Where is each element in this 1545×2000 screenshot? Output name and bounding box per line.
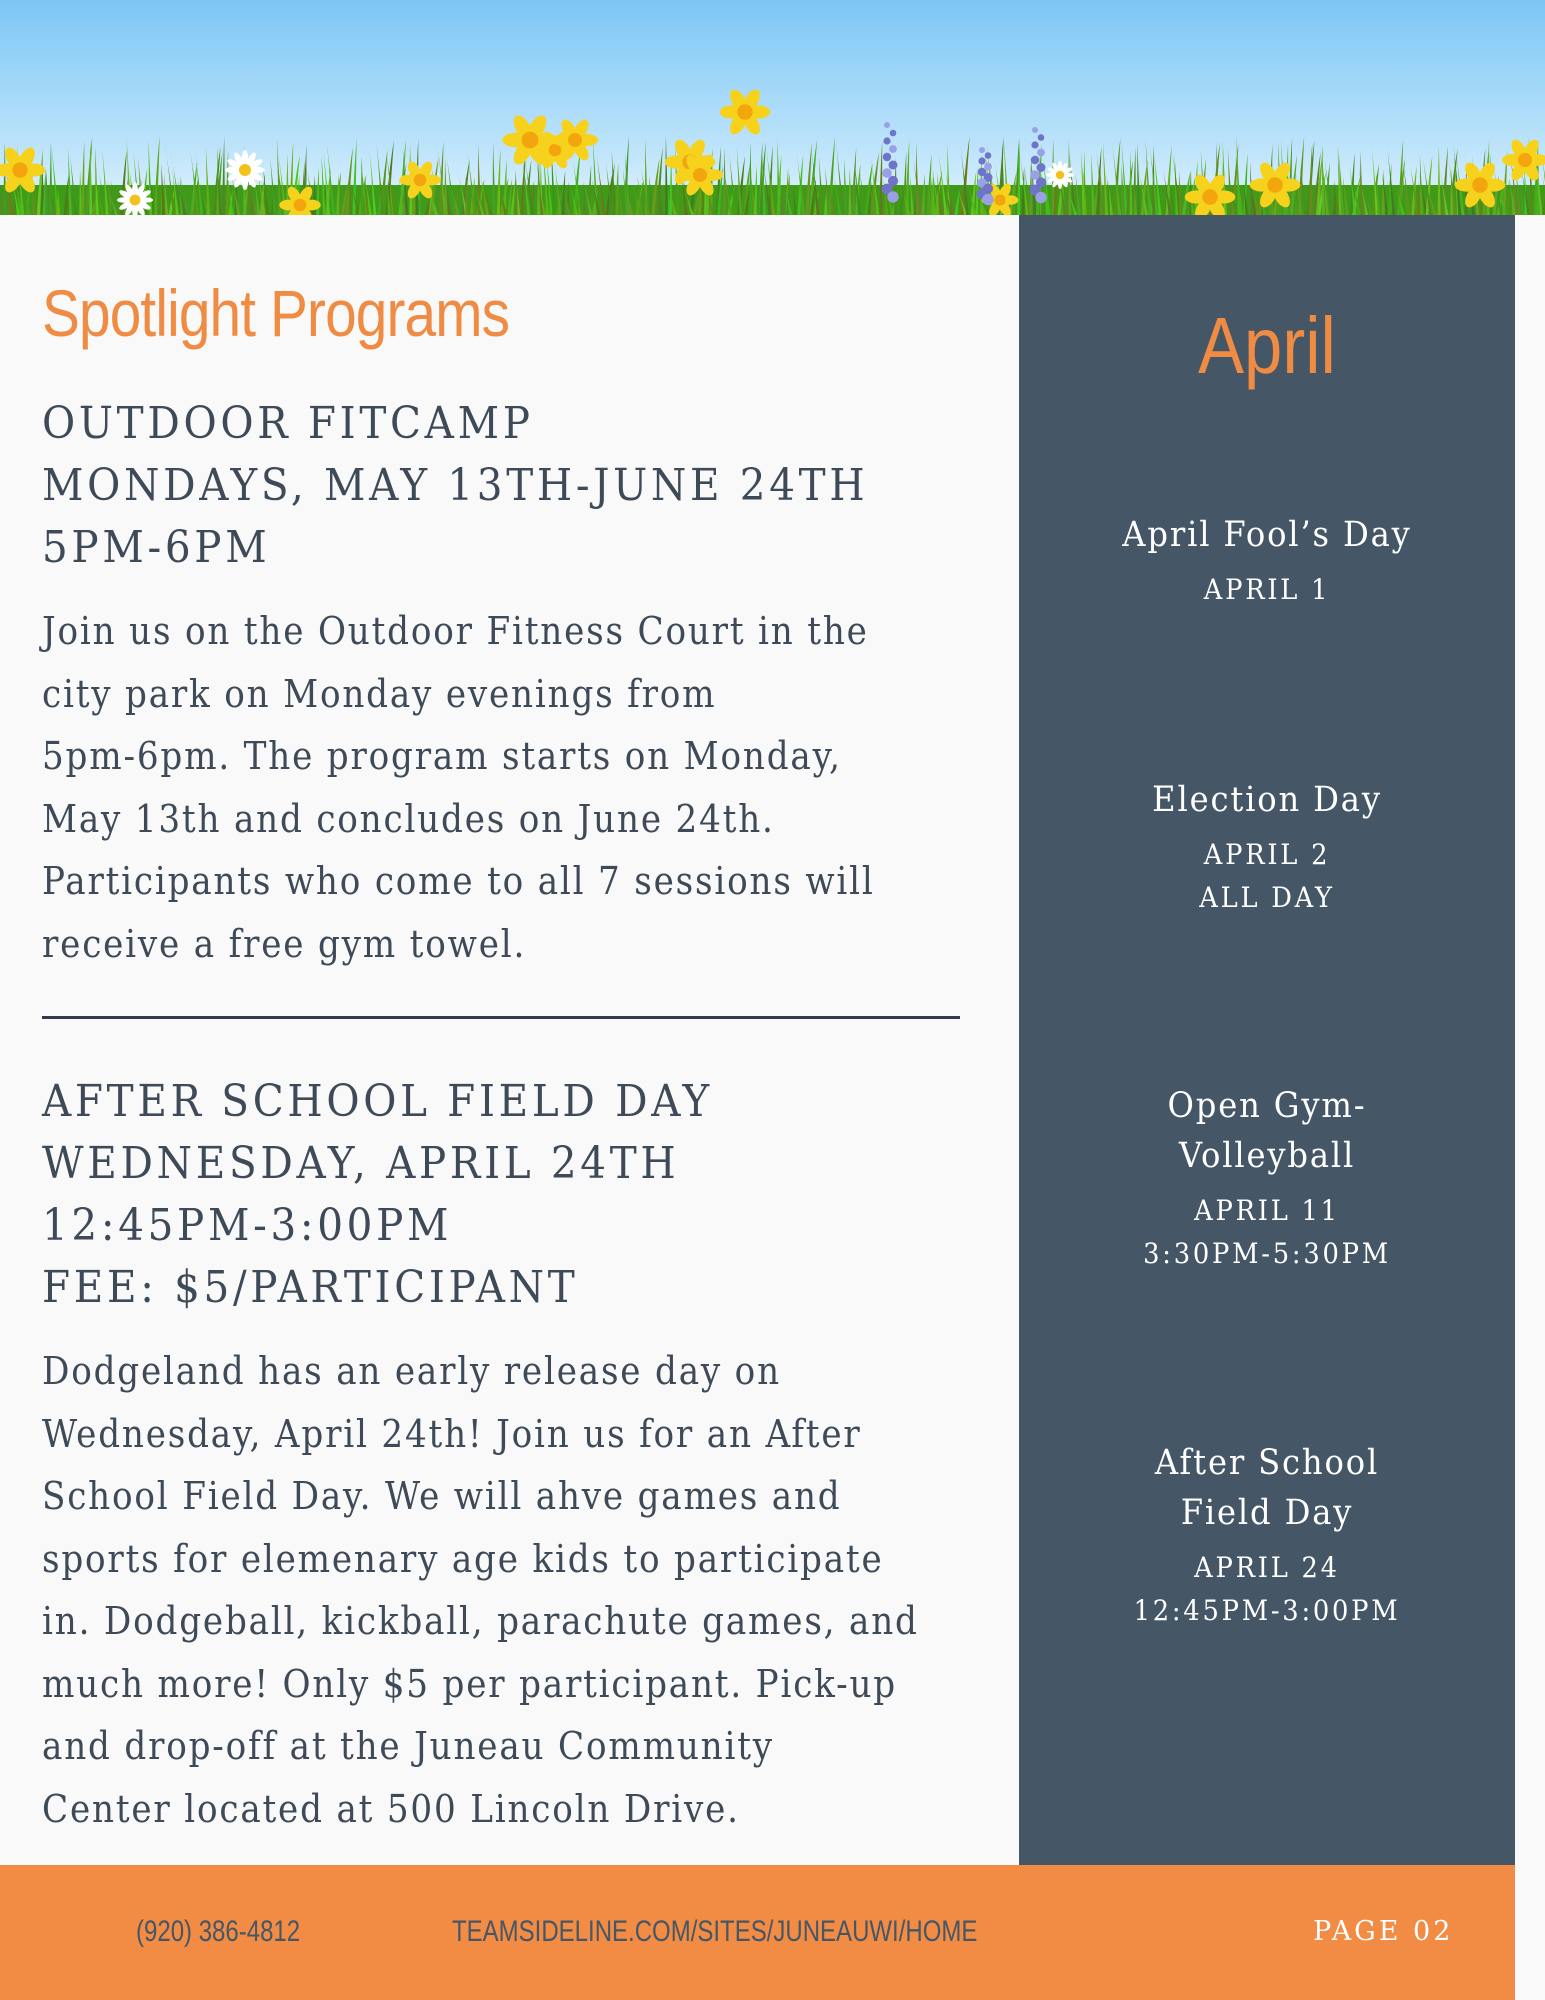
description-line: Center located at 500 Lincoln Drive. — [42, 1786, 740, 1831]
program-heading-line: 12:45PM-3:00PM — [42, 1200, 453, 1251]
description-line: Participants who come to all 7 sessions will — [42, 859, 875, 903]
event-name-line: Field Day — [1180, 1493, 1354, 1533]
month-title: April — [1198, 301, 1336, 390]
description-line: sports for elemenary age kids to participate — [42, 1536, 884, 1581]
event-time: 3:30PM-5:30PM — [1143, 1237, 1391, 1270]
spring-banner-image — [0, 0, 1545, 215]
program-heading-line: AFTER SCHOOL FIELD DAY — [42, 1076, 713, 1127]
section-divider — [42, 1016, 960, 1019]
program-heading-line: OUTDOOR FITCAMP — [42, 398, 534, 449]
section-title: Spotlight Programs — [42, 276, 510, 350]
page-number: PAGE 02 — [1313, 1916, 1454, 1947]
event-date: APRIL 2 — [1203, 838, 1331, 871]
event-name-line: After School — [1154, 1443, 1380, 1483]
description-line: city park on Monday evenings from — [42, 671, 717, 716]
event-name — [1039, 1438, 1495, 1538]
event-name — [1039, 775, 1495, 825]
event-details — [1039, 1189, 1495, 1275]
spring-banner-illustration — [0, 0, 1545, 215]
event-time: 12:45PM-3:00PM — [1133, 1594, 1401, 1627]
event-details — [1039, 568, 1495, 611]
description-line: Join us on the Outdoor Fitness Court in the — [42, 609, 869, 653]
program-description-outdoor-fitcamp — [42, 600, 987, 975]
event-name — [1039, 510, 1495, 560]
program-heading-field-day — [42, 1071, 713, 1319]
description-line: and drop-off at the Juneau Community — [42, 1724, 774, 1768]
description-line: May 13th and concludes on June 24th. — [42, 796, 775, 841]
event-after-school-field-day — [1019, 1438, 1515, 1632]
description-line: School Field Day. We will ahve games and — [42, 1474, 842, 1518]
description-line: receive a free gym towel. — [42, 921, 527, 966]
event-date: APRIL 24 — [1194, 1551, 1340, 1584]
event-date: APRIL 1 — [1203, 573, 1331, 606]
program-heading-line: FEE: $5/PARTICIPANT — [42, 1262, 579, 1313]
april-calendar-sidebar — [1019, 215, 1515, 2000]
event-details — [1039, 833, 1495, 919]
program-description-field-day — [42, 1340, 987, 1840]
event-date: APRIL 11 — [1194, 1194, 1340, 1227]
event-time: ALL DAY — [1199, 881, 1335, 914]
event-details — [1039, 1546, 1495, 1632]
event-name-line: Election Day — [1152, 780, 1382, 820]
event-name-line: Volleyball — [1178, 1136, 1356, 1176]
event-name-line: April Fool’s Day — [1122, 515, 1412, 555]
phone-number: (920) 386-4812 — [136, 1915, 301, 1948]
description-line: Dodgeland has an early release day on — [42, 1349, 781, 1393]
event-april-fools-day — [1019, 510, 1515, 611]
description-line: much more! Only $5 per participant. Pick-up — [42, 1661, 897, 1706]
spotlight-programs-panel — [0, 215, 1019, 1865]
event-open-gym-volleyball — [1019, 1081, 1515, 1275]
program-heading-line: WEDNESDAY, APRIL 24TH — [42, 1138, 680, 1189]
program-heading-outdoor-fitcamp — [42, 393, 868, 579]
website-url: TEAMSIDELINE.COM/SITES/JUNEAUWI/HOME — [452, 1915, 978, 1948]
event-election-day — [1019, 775, 1515, 919]
description-line: 5pm-6pm. The program starts on Monday, — [42, 734, 842, 778]
program-heading-line: MONDAYS, MAY 13TH-JUNE 24TH — [42, 460, 869, 511]
event-name-line: Open Gym- — [1167, 1086, 1367, 1126]
event-name — [1039, 1081, 1495, 1181]
program-heading-line: 5PM-6PM — [42, 522, 271, 573]
description-line: Wednesday, April 24th! Join us for an After — [42, 1411, 862, 1456]
description-line: in. Dodgeball, kickball, parachute games, and — [42, 1599, 919, 1643]
page-footer — [0, 1865, 1515, 2000]
